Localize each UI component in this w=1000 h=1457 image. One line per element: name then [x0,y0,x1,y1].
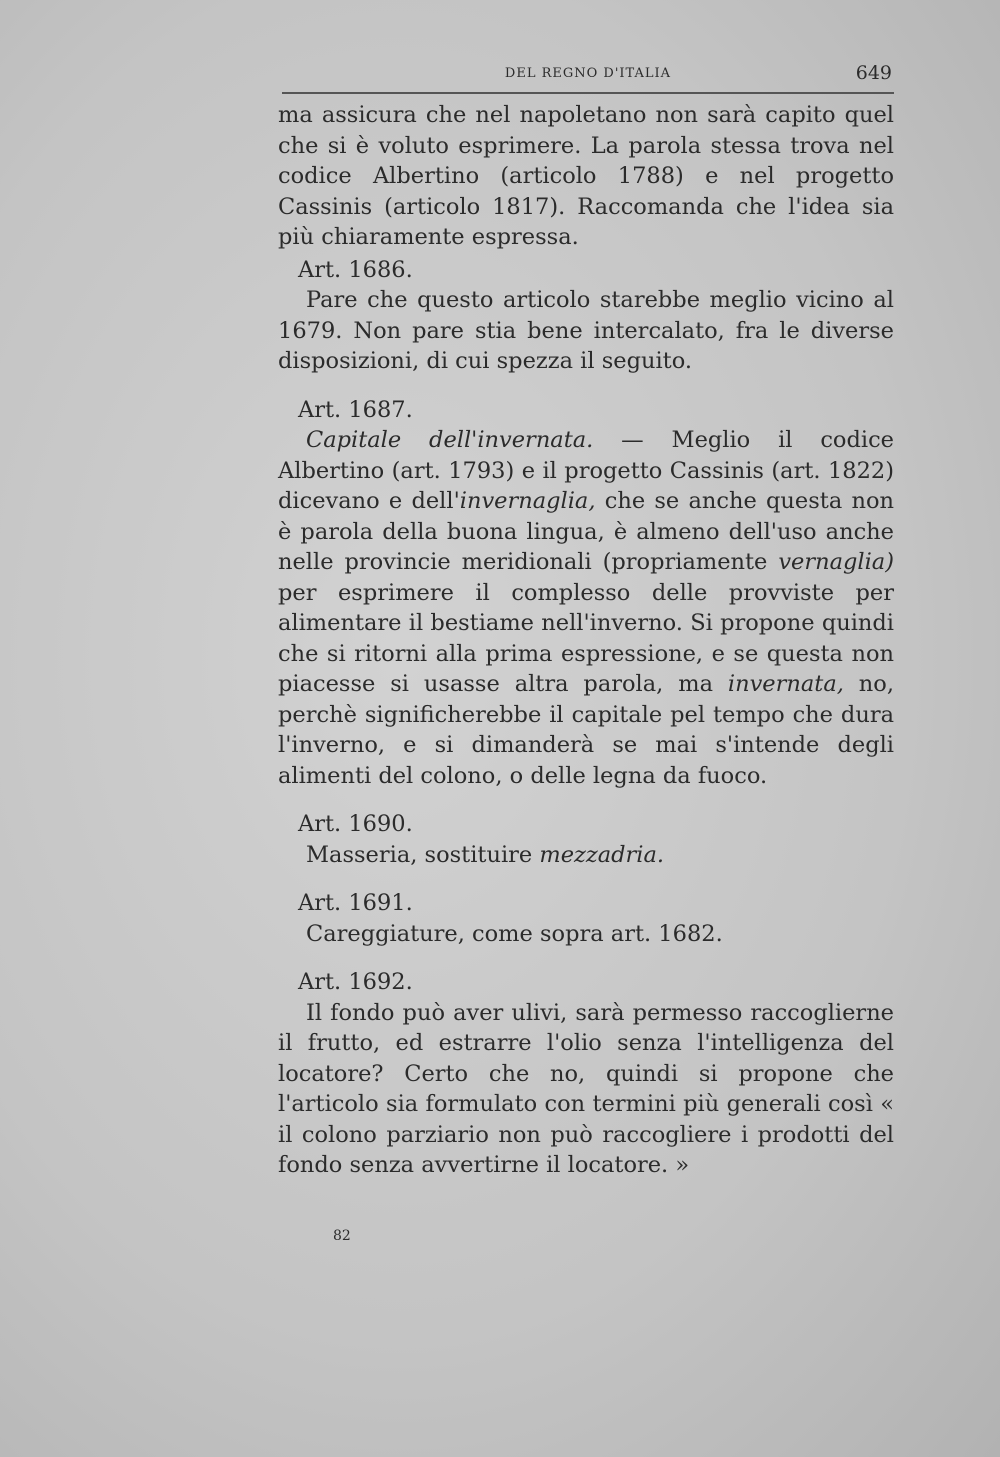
article-text-1691: Careggiature, come sopra art. 1682. [306,920,723,947]
page-body [278,100,894,1181]
article-text-1687: Capitale dell'invernata. — Meglio il codice Albertino (art. 1793) e il progetto Cassinis (art. 1822) dicevano e dell'invernaglia, che se anche questa non è parola della buona lingua, è almeno dell'uso anche nelle provincie meridionali (propriamente vernaglia) per esprimere il complesso delle provviste per alimentare il bestiame nell'inverno. Si propone quindi che si ritorni alla prima espressione, e se questa non piacesse si usasse altra parola, ma invernata, no, perchè significherebbe il capitale pel tempo che dura l'inverno, e si dimanderà se mai s'intende degli alimenti del colono, o delle legna da fuoco. [278,427,894,789]
article-heading-1686: Art. 1686. [298,256,413,283]
article-heading-1690: Art. 1690. [298,811,413,837]
page-header [282,60,894,94]
paragraph-continued: ma assicura che nel napoletano non sarà capito quel che si è voluto esprimere. La parola stessa trova nel codice Albertino (articolo 1788) e nel progetto Cassinis (articolo 1817). Raccomanda che l'idea sia più chiaramente espressa. [278,102,894,250]
article-text-1690: Masseria, sostituire mezzadria. [306,841,665,868]
article-text-1692: Il fondo può aver ulivi, sarà permesso raccoglierne il frutto, ed estrarre l'olio senza l'intelligenza del locatore? Certo che no, quindi si propone che l'articolo sia formulato con termini più generali così « il colono parziario non può raccogliere i prodotti del fondo senza avvertirne il locatore. » [278,999,894,1178]
italic-term: Capitale dell'invernata. [306,427,594,453]
italic-term: mezzadria. [539,841,665,868]
article-heading-1692: Art. 1692. [298,969,413,995]
article-heading-1687: Art. 1687. [298,396,413,423]
article-text-1686: Pare che questo articolo starebbe meglio vicino al 1679. Non pare stia bene intercalato, fra le diverse disposizioni, di cui spezza il seguito. [278,287,894,374]
italic-term: vernaglia) [778,549,894,575]
italic-term: invernata, [727,671,844,697]
article-heading-1691: Art. 1691. [298,890,413,916]
page-number: 649 [855,62,892,84]
running-title: DEL REGNO D'ITALIA [504,66,672,81]
signature-mark: 82 [333,1228,351,1244]
italic-term: invernaglia, [459,488,596,514]
